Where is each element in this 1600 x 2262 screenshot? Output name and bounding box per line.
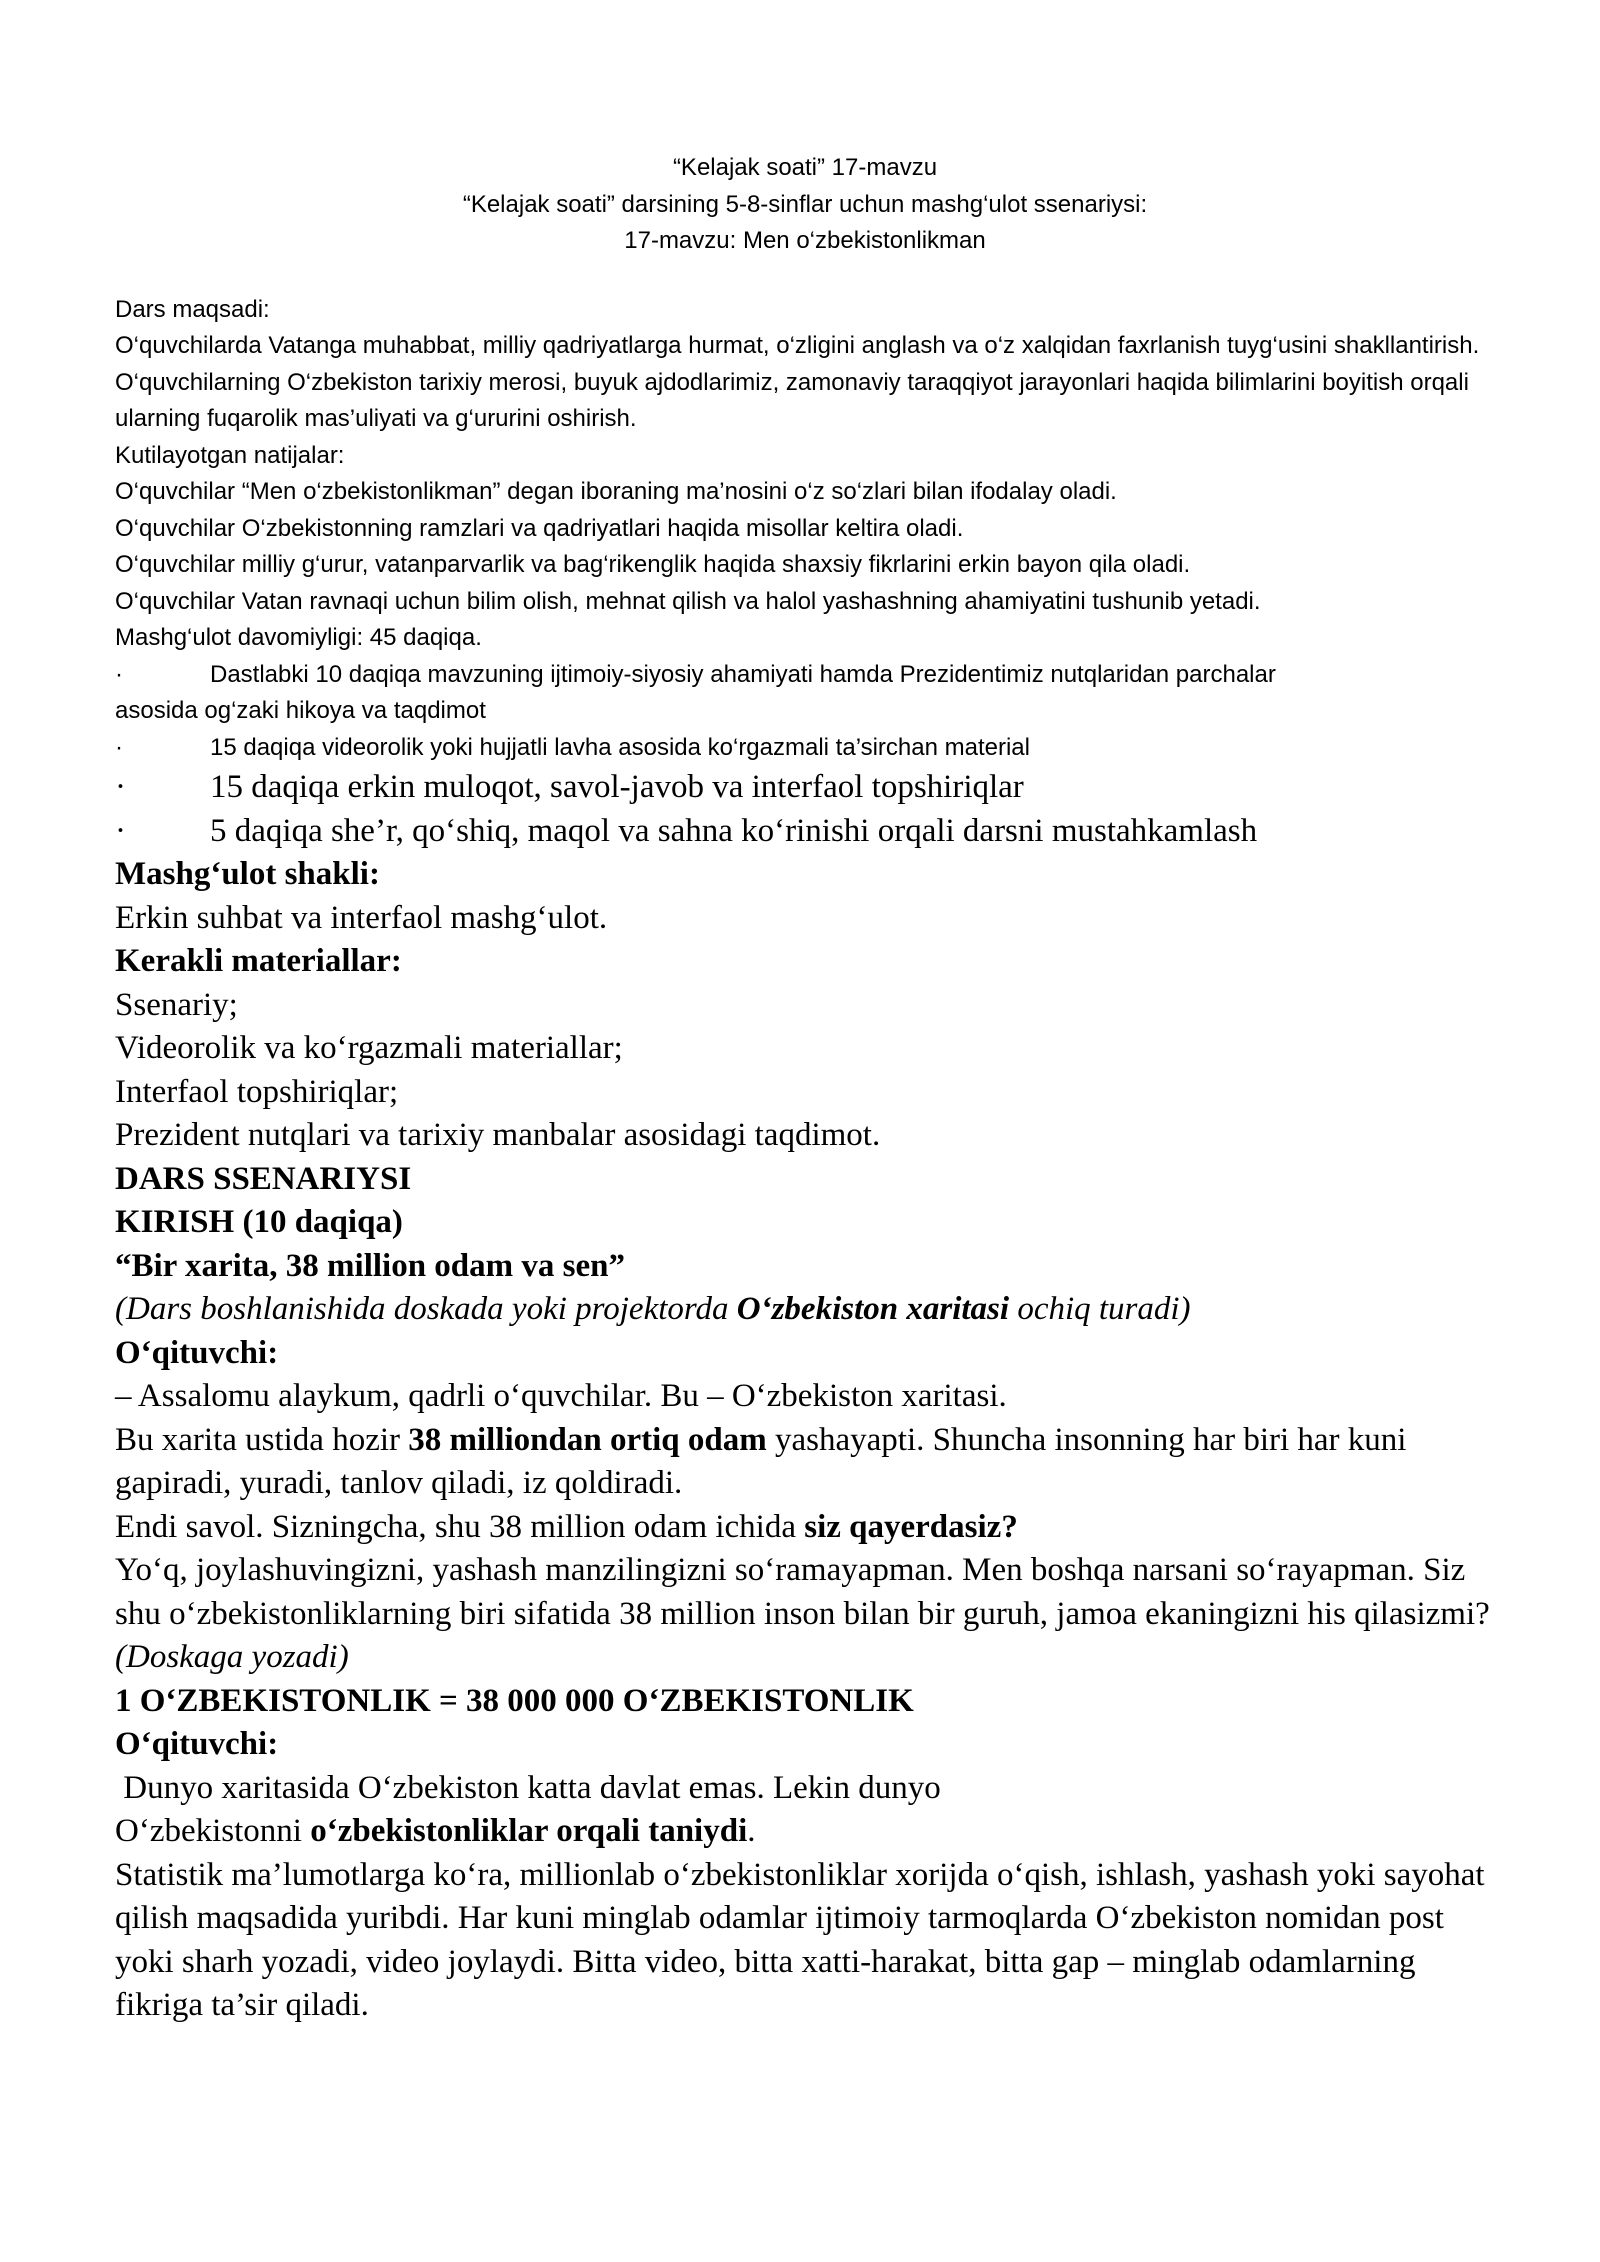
goal-heading: Dars maqsadi:	[115, 295, 270, 323]
board-note: (Doskaga yozadi)	[115, 1639, 349, 1675]
header-line-2: “Kelajak soati” darsining 5-8-sinflar uchun mashg‘ulot ssenariysi:	[462, 190, 1148, 218]
schedule-text: Dastlabki 10 daqiqa mavzuning ijtimoiy-siyosiy ahamiyati hamda Prezidentimiz nutqlaridan parchalar	[210, 660, 1276, 688]
paragraph-emphasis: 38 milliondan ortiq odam	[408, 1421, 767, 1458]
bullet: ·	[115, 812, 126, 849]
material-item: Videorolik va ko‘rgazmali materiallar;	[115, 1030, 623, 1066]
schedule-text: 15 daqiqa videorolik yoki hujjatli lavha asosida ko‘rgazmali ta’sirchan material	[210, 733, 1030, 761]
board-equation: 1 O‘ZBEKISTONLIK = 38 000 000 O‘ZBEKISTONLIK	[115, 1682, 914, 1719]
teacher-paragraph	[115, 1506, 1495, 1550]
schedule-item	[115, 657, 1495, 694]
schedule-item	[115, 766, 1495, 810]
outcome-item: O‘quvchilar milliy g‘urur, vatanparvarlik va bag‘rikenglik haqida shaxsiy fikrlarini erkin bayon qila oladi.	[115, 551, 1191, 578]
bullet: ·	[115, 769, 126, 805]
goal-section	[115, 292, 1495, 767]
teacher-paragraph: Statistik ma’lumotlarga ko‘ra, millionlab o‘zbekistonliklar xorijda o‘qish, ishlash, yashash yoki sayohat qilish maqsadida yuribdi. Har kuni minglab odamlar ijtimoiy tarmoqlarda O‘zbekiston nomidan post yoki sharh yozadi, video joylaydi. Bitta video, bitta xatti-harakat, bitta gap – minglab odamlarning fikriga ta’sir qiladi.	[115, 1856, 1485, 2023]
stage-direction	[115, 1288, 1495, 1332]
teacher-paragraph: Dunyo xaritasida O‘zbekiston katta davlat emas. Lekin dunyo	[115, 1769, 941, 1806]
teacher-paragraph	[115, 1810, 1495, 1854]
material-item: Prezident nutqlari va tarixiy manbalar asosidagi taqdimot.	[115, 1117, 881, 1153]
outcomes-heading: Kutilayotgan natijalar:	[115, 441, 345, 469]
paragraph-text: .	[747, 1813, 756, 1849]
outcome-item: O‘quvchilar Vatan ravnaqi uchun bilim olish, mehnat qilish va halol yashashning ahamiyatini tushunib yetadi.	[115, 587, 1261, 615]
header-line-3: 17-mavzu: Men o‘zbekistonlikman	[624, 227, 986, 254]
header-line-1: “Kelajak soati” 17-mavzu	[672, 154, 938, 181]
paragraph-text: Endi savol. Sizningcha, shu 38 million odam ichida	[115, 1508, 805, 1545]
stage-direction-text: ochiq turadi)	[1009, 1291, 1191, 1327]
spacer	[115, 260, 1495, 292]
schedule-item	[115, 730, 1495, 767]
teacher-paragraph	[115, 1419, 1495, 1506]
duration-text: Mashg‘ulot davomiyligi: 45 daqiqa.	[115, 624, 482, 651]
intro-heading: KIRISH (10 daqiqa)	[115, 1204, 403, 1240]
bullet: ·	[115, 733, 123, 761]
intro-subtitle: “Bir xarita, 38 million odam va sen”	[115, 1247, 625, 1284]
document-header	[115, 150, 1495, 260]
outcome-item: O‘quvchilar O‘zbekistonning ramzlari va qadriyatlari haqida misollar keltira oladi.	[115, 514, 964, 542]
schedule-text-continued: asosida og‘zaki hikoya va taqdimot	[115, 697, 486, 724]
scenario-title: DARS SSENARIYSI	[115, 1160, 412, 1197]
bullet: ·	[115, 660, 123, 688]
outcome-item: O‘quvchilar “Men o‘zbekistonlikman” degan iboraning ma’nosini o‘z so‘zlari bilan ifodalay oladi.	[115, 478, 1117, 505]
teacher-paragraph: Yo‘q, joylashuvingizni, yashash manzilingizni so‘ramayapman. Men boshqa narsani so‘rayapman. Siz shu o‘zbekistonliklarning biri sifatida 38 million inson bilan bir guruh, jamoa ekaningizni his qilasizmi?	[115, 1552, 1490, 1632]
paragraph-emphasis: siz qayerdasiz?	[804, 1508, 1018, 1545]
main-body	[115, 766, 1495, 2028]
schedule-text: 5 daqiqa she’r, qo‘shiq, maqol va sahna ko‘rinishi orqali darsni mustahkamlash	[210, 812, 1258, 849]
stage-direction-emphasis: O‘zbekiston xaritasi	[736, 1291, 1010, 1327]
materials-heading: Kerakli materiallar:	[115, 943, 402, 979]
document-page	[115, 150, 1495, 2028]
paragraph-text: O‘zbekistonni	[115, 1813, 311, 1849]
schedule-text: 15 daqiqa erkin muloqot, savol-javob va interfaol topshiriqlar	[210, 769, 1024, 805]
teacher-label: O‘qituvchi:	[115, 1726, 279, 1762]
paragraph-text: Bu xarita ustida hozir	[115, 1421, 409, 1458]
teacher-paragraph: – Assalomu alaykum, qadrli o‘quvchilar. Bu – O‘zbekiston xaritasi.	[115, 1378, 1007, 1414]
material-item: Interfaol topshiriqlar;	[115, 1073, 399, 1110]
paragraph-text: yashayapti. Shuncha insonning har biri har kuni gapiradi, yuradi, tanlov qiladi, iz qoldiradi.	[115, 1421, 1407, 1501]
paragraph-emphasis: o‘zbekistonliklar orqali taniydi	[310, 1813, 748, 1849]
teacher-label: O‘qituvchi:	[115, 1334, 279, 1371]
schedule-item	[115, 810, 1495, 854]
stage-direction-text: (Dars boshlanishida doskada yoki projektorda	[115, 1291, 737, 1327]
form-heading: Mashg‘ulot shakli:	[115, 856, 380, 892]
goal-text: O‘quvchilarda Vatanga muhabbat, milliy qadriyatlarga hurmat, o‘zligini anglash va o‘z xalqidan faxrlanish tuyg‘usini shakllantirish. O‘quvchilarning O‘zbekiston tarixiy merosi, buyuk ajdodlarimiz, zamonaviy taraqqiyot jarayonlari haqida bilimlarini boyitish orqali ularning fuqarolik mas’uliyati va g‘ururini oshirish.	[115, 332, 1480, 432]
form-text: Erkin suhbat va interfaol mashg‘ulot.	[115, 899, 608, 936]
material-item: Ssenariy;	[115, 986, 238, 1023]
